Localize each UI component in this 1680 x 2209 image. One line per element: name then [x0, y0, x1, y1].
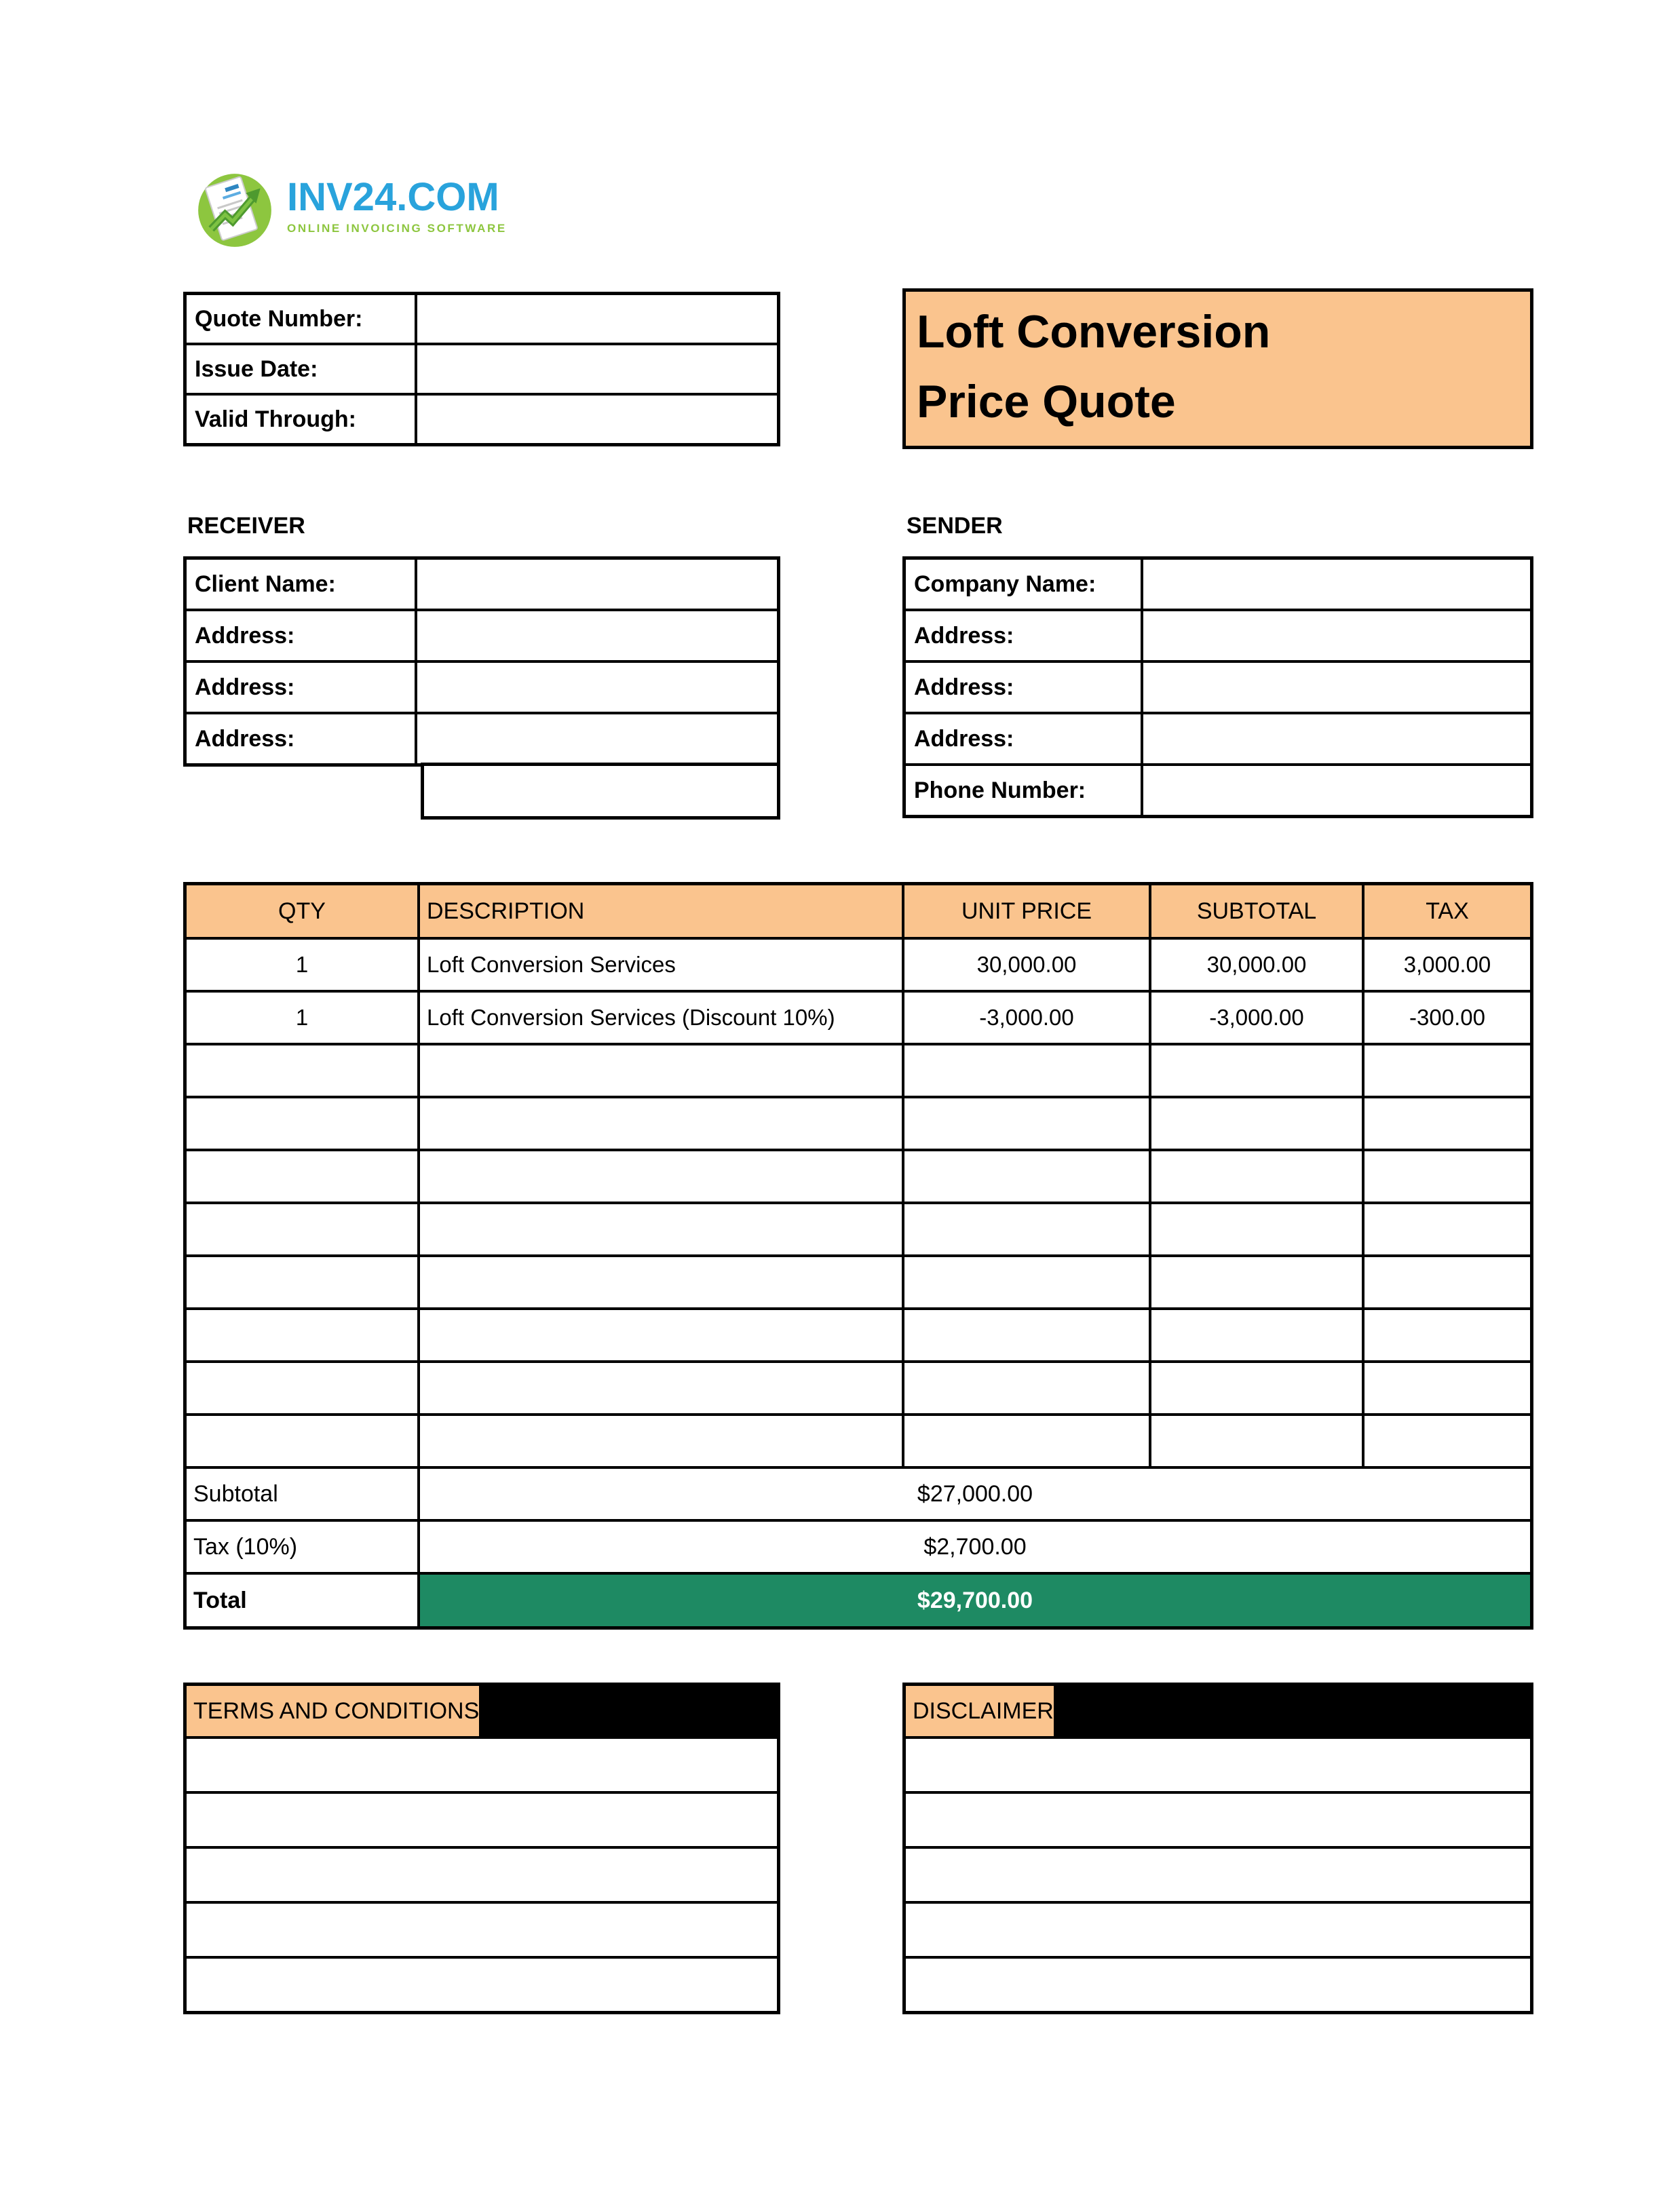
- receiver-address-row-2: [187, 663, 777, 712]
- receiver-table: [183, 556, 780, 767]
- qty-header: QTY: [187, 885, 417, 937]
- sender-address-label-1: Address:: [906, 611, 1141, 660]
- receiver-extra-cell: [421, 763, 780, 820]
- quote-number-label: Quote Number:: [187, 295, 415, 343]
- terms-section: [183, 1683, 780, 2014]
- receiver-address-label-1: Address:: [187, 611, 415, 660]
- disclaimer-heading: DISCLAIMER: [906, 1686, 1054, 1736]
- items-table: [183, 882, 1533, 1630]
- disclaimer-blank-row: [906, 1739, 1530, 1791]
- terms-blank-row: [187, 1959, 777, 2011]
- item-row-1: [187, 940, 1530, 990]
- issue-date-label: Issue Date:: [187, 345, 415, 393]
- subtotal-label: Subtotal: [187, 1469, 417, 1519]
- item-1-description: Loft Conversion Services: [420, 940, 902, 990]
- disclaimer-blank-row: [906, 1904, 1530, 1956]
- document-title: [902, 288, 1533, 449]
- total-row: [187, 1575, 1530, 1626]
- sender-address-value-3: [1143, 714, 1530, 763]
- total-label: Total: [187, 1575, 417, 1626]
- empty-item-row: [187, 1098, 1530, 1149]
- title-line-1: Loft Conversion: [917, 306, 1271, 358]
- receiver-address-row-1: [187, 611, 777, 660]
- quote-info-table: [183, 292, 780, 446]
- disclaimer-blank-row: [906, 1959, 1530, 2011]
- disclaimer-blank-row: [906, 1849, 1530, 1901]
- sender-address-row-2: [906, 663, 1530, 712]
- company-name-label: Company Name:: [906, 560, 1141, 609]
- unit-price-header: UNIT PRICE: [904, 885, 1149, 937]
- logo-tagline: ONLINE INVOICING SOFTWARE: [287, 222, 507, 235]
- quote-number-value: [417, 295, 777, 343]
- terms-blank-row: [187, 1794, 777, 1846]
- tax-label: Tax (10%): [187, 1522, 417, 1572]
- items-header-row: [187, 885, 1530, 937]
- empty-item-row: [187, 1416, 1530, 1466]
- tax-value: $2,700.00: [420, 1522, 1530, 1572]
- receiver-extra-value: [424, 766, 777, 816]
- subtotal-header: SUBTOTAL: [1151, 885, 1362, 937]
- receiver-address-row-3: [187, 714, 777, 763]
- item-2-description: Loft Conversion Services (Discount 10%): [420, 993, 902, 1043]
- receiver-address-value-1: [417, 611, 777, 660]
- item-2-tax: -300.00: [1364, 993, 1530, 1043]
- item-1-unit-price: 30,000.00: [904, 940, 1149, 990]
- item-2-unit-price: -3,000.00: [904, 993, 1149, 1043]
- company-name-row: [906, 560, 1530, 609]
- item-1-tax: 3,000.00: [1364, 940, 1530, 990]
- total-value: $29,700.00: [420, 1575, 1530, 1626]
- empty-item-row: [187, 1257, 1530, 1307]
- disclaimer-section: [902, 1683, 1533, 2014]
- empty-item-row: [187, 1310, 1530, 1360]
- terms-blank-row: [187, 1849, 777, 1901]
- item-1-qty: 1: [187, 940, 417, 990]
- sender-address-value-1: [1143, 611, 1530, 660]
- empty-item-row: [187, 1045, 1530, 1096]
- receiver-address-value-2: [417, 663, 777, 712]
- client-name-label: Client Name:: [187, 560, 415, 609]
- receiver-address-label-2: Address:: [187, 663, 415, 712]
- logo: [193, 167, 507, 250]
- subtotal-row: [187, 1469, 1530, 1519]
- item-row-2: [187, 993, 1530, 1043]
- terms-blank-row: [187, 1739, 777, 1791]
- receiver-heading: RECEIVER: [187, 513, 305, 539]
- subtotal-value: $27,000.00: [420, 1469, 1530, 1519]
- terms-heading: TERMS AND CONDITIONS: [187, 1686, 479, 1736]
- item-1-subtotal: 30,000.00: [1151, 940, 1362, 990]
- logo-brand: INV24.COM: [287, 175, 499, 219]
- title-line-2: Price Quote: [917, 376, 1176, 427]
- empty-item-row: [187, 1363, 1530, 1413]
- quote-number-row: [187, 295, 777, 343]
- item-2-subtotal: -3,000.00: [1151, 993, 1362, 1043]
- sender-heading: SENDER: [906, 513, 1003, 539]
- terms-blank-row: [187, 1904, 777, 1956]
- item-2-qty: 1: [187, 993, 417, 1043]
- receiver-address-value-3: [417, 714, 777, 763]
- phone-number-value: [1143, 766, 1530, 815]
- issue-date-value: [417, 345, 777, 393]
- phone-number-label: Phone Number:: [906, 766, 1141, 815]
- empty-item-row: [187, 1204, 1530, 1254]
- company-name-value: [1143, 560, 1530, 609]
- valid-through-row: [187, 396, 777, 443]
- receiver-address-label-3: Address:: [187, 714, 415, 763]
- valid-through-value: [417, 396, 777, 443]
- sender-address-row-1: [906, 611, 1530, 660]
- empty-item-row: [187, 1151, 1530, 1202]
- sender-table: [902, 556, 1533, 818]
- client-name-value: [417, 560, 777, 609]
- sender-address-row-3: [906, 714, 1530, 763]
- sender-address-label-3: Address:: [906, 714, 1141, 763]
- tax-row: [187, 1522, 1530, 1572]
- tax-header: TAX: [1364, 885, 1530, 937]
- client-name-row: [187, 560, 777, 609]
- valid-through-label: Valid Through:: [187, 396, 415, 443]
- logo-icon: [193, 167, 276, 250]
- sender-address-label-2: Address:: [906, 663, 1141, 712]
- logo-text: [287, 167, 507, 250]
- sender-address-value-2: [1143, 663, 1530, 712]
- phone-number-row: [906, 766, 1530, 815]
- description-header: DESCRIPTION: [420, 885, 902, 937]
- issue-date-row: [187, 345, 777, 393]
- disclaimer-blank-row: [906, 1794, 1530, 1846]
